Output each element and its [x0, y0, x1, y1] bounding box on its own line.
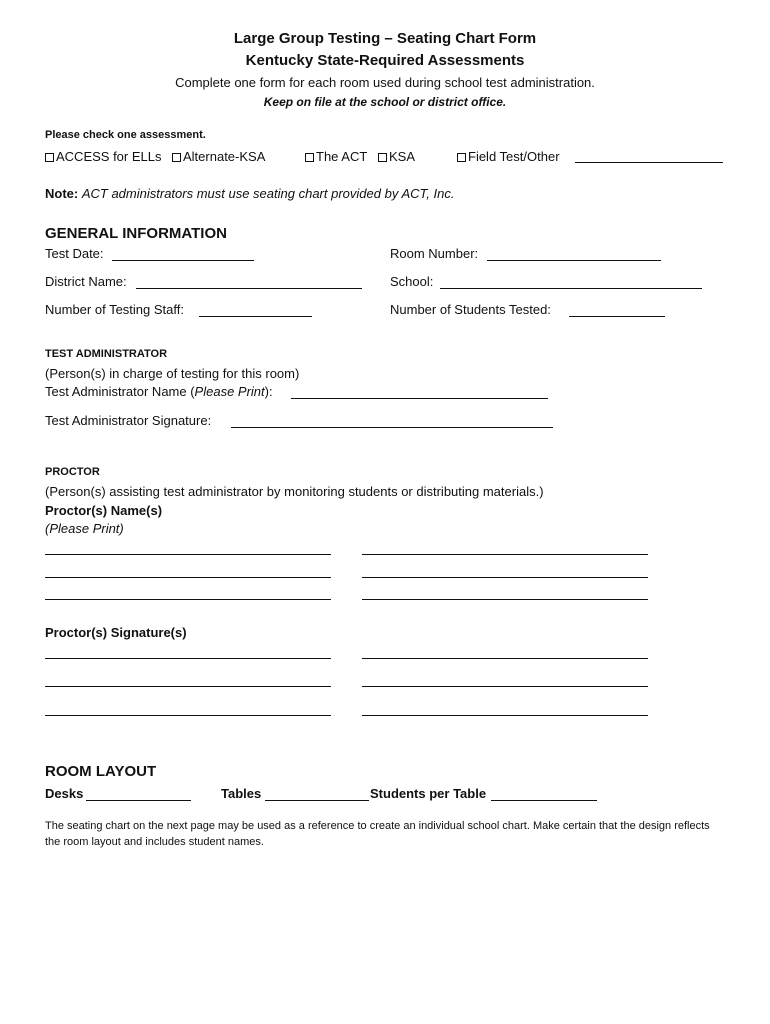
option-label: The ACT: [316, 149, 368, 164]
tables-input[interactable]: [265, 800, 369, 801]
proctor-name-input-3[interactable]: [45, 577, 331, 578]
checkbox[interactable]: [172, 153, 181, 162]
name-label-italic: Please Print: [194, 384, 265, 399]
assessment-option-access[interactable]: [45, 149, 162, 164]
assessment-option-field-test[interactable]: [457, 149, 560, 164]
proctor-name-input-5[interactable]: [45, 599, 331, 600]
proctor-signature-input-5[interactable]: [45, 715, 331, 716]
test-date-input[interactable]: [112, 260, 254, 261]
room-layout-heading: ROOM LAYOUT: [45, 763, 157, 780]
testing-staff-label: Number of Testing Staff:: [45, 302, 184, 317]
proctor-name-input-4[interactable]: [362, 577, 648, 578]
desks-label: Desks: [45, 786, 84, 801]
students-tested-label: Number of Students Tested:: [390, 302, 551, 317]
form-instruction: Complete one form for each room used during school test administration.: [175, 75, 595, 90]
test-date-label: Test Date:: [45, 246, 104, 261]
test-administrator-name-input[interactable]: [291, 398, 548, 399]
proctor-desc: (Person(s) assisting test administrator by monitoring students or distributing materials.): [45, 484, 544, 499]
district-name-input[interactable]: [136, 288, 362, 289]
please-print-note: (Please Print): [45, 521, 124, 536]
students-tested-input[interactable]: [569, 316, 665, 317]
room-number-label: Room Number:: [390, 246, 479, 261]
keep-on-file-note: Keep on file at the school or district office.: [263, 95, 507, 109]
proctor-signature-label: Proctor(s) Signature(s): [45, 625, 187, 640]
option-label: ACCESS for ELLs: [56, 149, 162, 164]
desks-input[interactable]: [86, 800, 191, 801]
assessment-option-ksa[interactable]: [378, 149, 415, 164]
checkbox[interactable]: [457, 153, 466, 162]
form-title: Large Group Testing – Seating Chart Form: [233, 30, 537, 47]
act-note: [45, 186, 454, 201]
district-name-label: District Name:: [45, 274, 127, 289]
general-information-heading: GENERAL INFORMATION: [45, 225, 227, 242]
assessment-prompt: Please check one assessment.: [45, 129, 206, 141]
assessment-option-alternate-ksa[interactable]: [172, 149, 265, 164]
note-label: Note:: [45, 186, 79, 201]
proctor-signature-input-1[interactable]: [45, 658, 331, 659]
checkbox[interactable]: [45, 153, 54, 162]
test-administrator-signature-input[interactable]: [231, 427, 553, 428]
proctor-name-input-6[interactable]: [362, 599, 648, 600]
tables-label: Tables: [221, 786, 262, 801]
option-label: Alternate-KSA: [183, 149, 266, 164]
option-label: KSA: [389, 149, 416, 164]
name-label-end: ):: [264, 384, 273, 399]
proctor-heading: PROCTOR: [45, 466, 100, 478]
proctor-names-label: Proctor(s) Name(s): [45, 503, 163, 518]
option-label: Field Test/Other: [468, 149, 560, 164]
form-subtitle: Kentucky State-Required Assessments: [245, 52, 525, 69]
test-administrator-heading: TEST ADMINISTRATOR: [45, 348, 168, 360]
students-per-table-input[interactable]: [491, 800, 597, 801]
proctor-signature-input-3[interactable]: [45, 686, 331, 687]
test-administrator-desc: (Person(s) in charge of testing for this room): [45, 366, 300, 381]
test-administrator-name-label: [45, 384, 273, 399]
proctor-signature-input-6[interactable]: [362, 715, 648, 716]
school-input[interactable]: [440, 288, 702, 289]
checkbox[interactable]: [305, 153, 314, 162]
room-number-input[interactable]: [487, 260, 661, 261]
checkbox[interactable]: [378, 153, 387, 162]
proctor-signature-input-2[interactable]: [362, 658, 648, 659]
students-per-table-label: Students per Table: [370, 786, 487, 801]
testing-staff-input[interactable]: [199, 316, 312, 317]
seating-chart-note: The seating chart on the next page may be used as a reference to create an individual school chart. Make certain that the design reflects the room layout and includes student names.: [45, 820, 710, 848]
assessment-option-the-act[interactable]: [305, 149, 367, 164]
note-text: ACT administrators must use seating chart provided by ACT, Inc.: [81, 186, 455, 201]
test-administrator-signature-label: Test Administrator Signature:: [45, 413, 212, 428]
field-test-other-input[interactable]: [575, 162, 723, 163]
name-label-start: Test Administrator Name (: [45, 384, 195, 399]
proctor-name-input-2[interactable]: [362, 554, 648, 555]
school-label: School:: [390, 274, 434, 289]
proctor-name-input-1[interactable]: [45, 554, 331, 555]
proctor-signature-input-4[interactable]: [362, 686, 648, 687]
